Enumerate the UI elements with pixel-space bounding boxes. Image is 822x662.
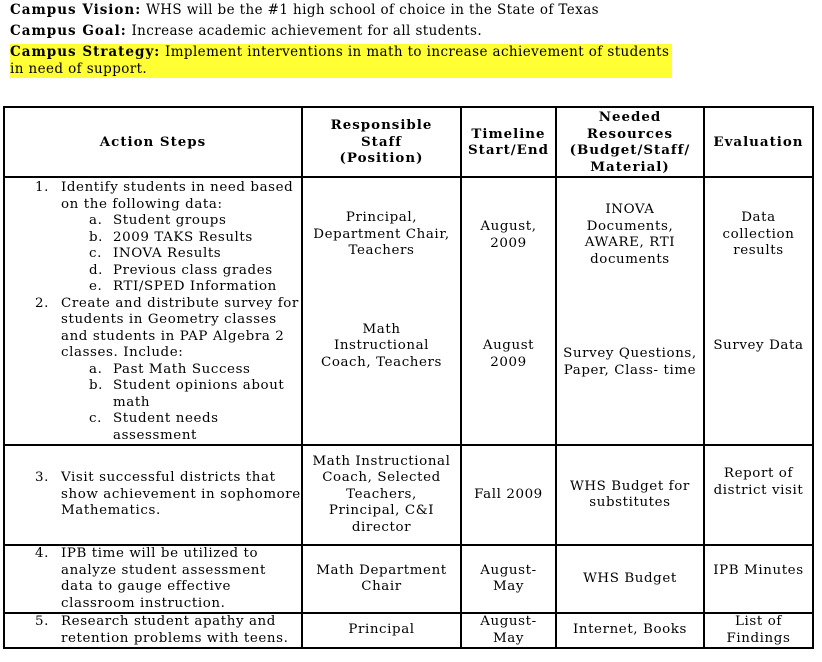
plan-header [10,0,810,78]
timeline-cell: August-May [461,613,556,648]
staff-cell: Principal, Department Chair, Teachers Math Instructional Coach, Teachers [302,177,461,445]
col-header-timeline: Timeline Start/End [461,107,556,177]
resources-cell: Internet, Books [556,613,704,648]
table-row [4,545,813,613]
list-item: a. Student groups [89,213,227,228]
vision-text: WHS will be the #1 high school of choice in the State of Texas [145,2,599,18]
strategy-label: Campus Strategy: [10,44,161,60]
list-item: e. RTI/SPED Information [89,279,277,294]
strategy-text: Implement interventions in math to increase achievement of students in need of support. [10,44,670,77]
goal-text: Increase academic achievement for all students. [131,23,483,39]
timeline-cell: August, 2009 August 2009 [461,177,556,445]
list-item: c. Student needs assessment [89,411,219,443]
resources-cell: WHS Budget for substitutes [556,445,704,545]
list-item: d. Previous class grades [89,262,273,278]
action-plan-table [3,106,814,649]
evaluation-cell: List of Findings [704,613,813,648]
resources-cell: WHS Budget [556,545,704,613]
campus-strategy [10,44,810,78]
action-step-5 [4,613,302,648]
vision-label: Campus Vision: [10,2,142,18]
action-step-4 [4,545,302,613]
table-row [4,177,813,445]
list-item: 4. IPB time will be utilized to analyze student assessment data to gauge effective classroom instruction. [35,546,266,611]
timeline-cell: August-May [461,545,556,613]
timeline-cell: Fall 2009 [461,445,556,545]
table-header-row [4,107,813,177]
list-item: 2. Create and distribute survey for students in Geometry classes and students in PAP Algebra 2 classes. Include: a. Past Math Success b. Student opinions about math c. Student needs assessment [61,296,301,445]
list-item: 3. Visit successful districts that show achievement in sophomore Mathematics. [35,470,301,519]
table-row [4,613,813,648]
evaluation-cell: Data collection results Survey Data [704,177,813,445]
list-item: c. INOVA Results [89,246,222,261]
col-header-evaluation: Evaluation [704,107,813,177]
resources-cell: INOVA Documents, AWARE, RTI documents Survey Questions, Paper, Class- time [556,177,704,445]
action-step-3 [4,445,302,545]
evaluation-cell: Report of district visit [704,445,813,545]
col-header-resources: Needed Resources (Budget/Staff/ Material) [556,107,704,177]
campus-vision [10,0,810,21]
campus-goal [10,21,810,42]
list-item: b. 2009 TAKS Results [89,229,253,245]
staff-cell: Math Department Chair [302,545,461,613]
list-item: b. Student opinions about math [89,378,285,410]
col-header-staff: Responsible Staff (Position) [302,107,461,177]
table-row [4,445,813,545]
staff-cell: Principal [302,613,461,648]
goal-label: Campus Goal: [10,23,127,39]
action-steps-1-2 [4,177,302,445]
evaluation-cell: IPB Minutes [704,545,813,613]
list-item: a. Past Math Success [89,361,251,377]
col-header-action-steps: Action Steps [4,107,302,177]
list-item: 5. Research student apathy and retention problems with teens. [35,614,289,646]
list-item: 1. Identify students in need based on the following data: a. Student groups b. 2009 TAKS Results c. INOVA Results d. Previous class grades e. RTI/SPED Information [61,180,301,296]
staff-cell: Math Instructional Coach, Selected Teachers, Principal, C&I director [302,445,461,545]
